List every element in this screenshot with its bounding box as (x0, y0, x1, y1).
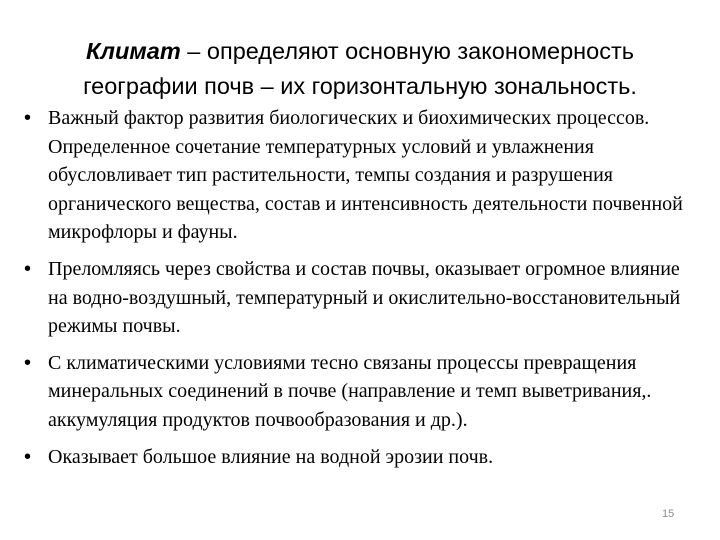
bullet-text: Важный фактор развития биологических и биохимических процессов. Определенное сочетание температурных условий и увлажнения обусловливает тип растительности, темпы создания и разрушения органического вещества, состав и интенсивность деятельности почвенной микрофлоры и фауны. (48, 107, 683, 244)
bullet-dot-icon: • (24, 257, 32, 280)
slide-title (20, 34, 700, 104)
bullet-item (24, 255, 696, 341)
bullet-dot-icon: • (24, 351, 32, 374)
bullet-list (24, 104, 696, 479)
bullet-item (24, 443, 696, 472)
bullet-text: Преломляясь через свойства и состав почвы, оказывает огромное влияние на водно-воздушный, температурный и окислительно-восстановительный режимы почвы. (48, 257, 681, 338)
bullet-item (24, 349, 696, 435)
title-text-line1: – определяют основную закономерность (180, 38, 634, 64)
bullet-item (24, 104, 696, 247)
title-term: Климат (85, 38, 181, 64)
page-number: 15 (662, 508, 675, 520)
bullet-text: С климатическими условиями тесно связаны процессы превращения минеральных соединений в почве (направление и темп выветривания,. аккумуляция продуктов почвообразования и др.). (48, 351, 652, 431)
bullet-text: Оказывает большое влияние на водной эрозии почв. (48, 445, 494, 468)
bullet-dot-icon: • (24, 107, 32, 129)
bullet-dot-icon: • (24, 445, 32, 468)
title-text-line2: географии почв – их горизонтальную зональность. (83, 73, 637, 99)
